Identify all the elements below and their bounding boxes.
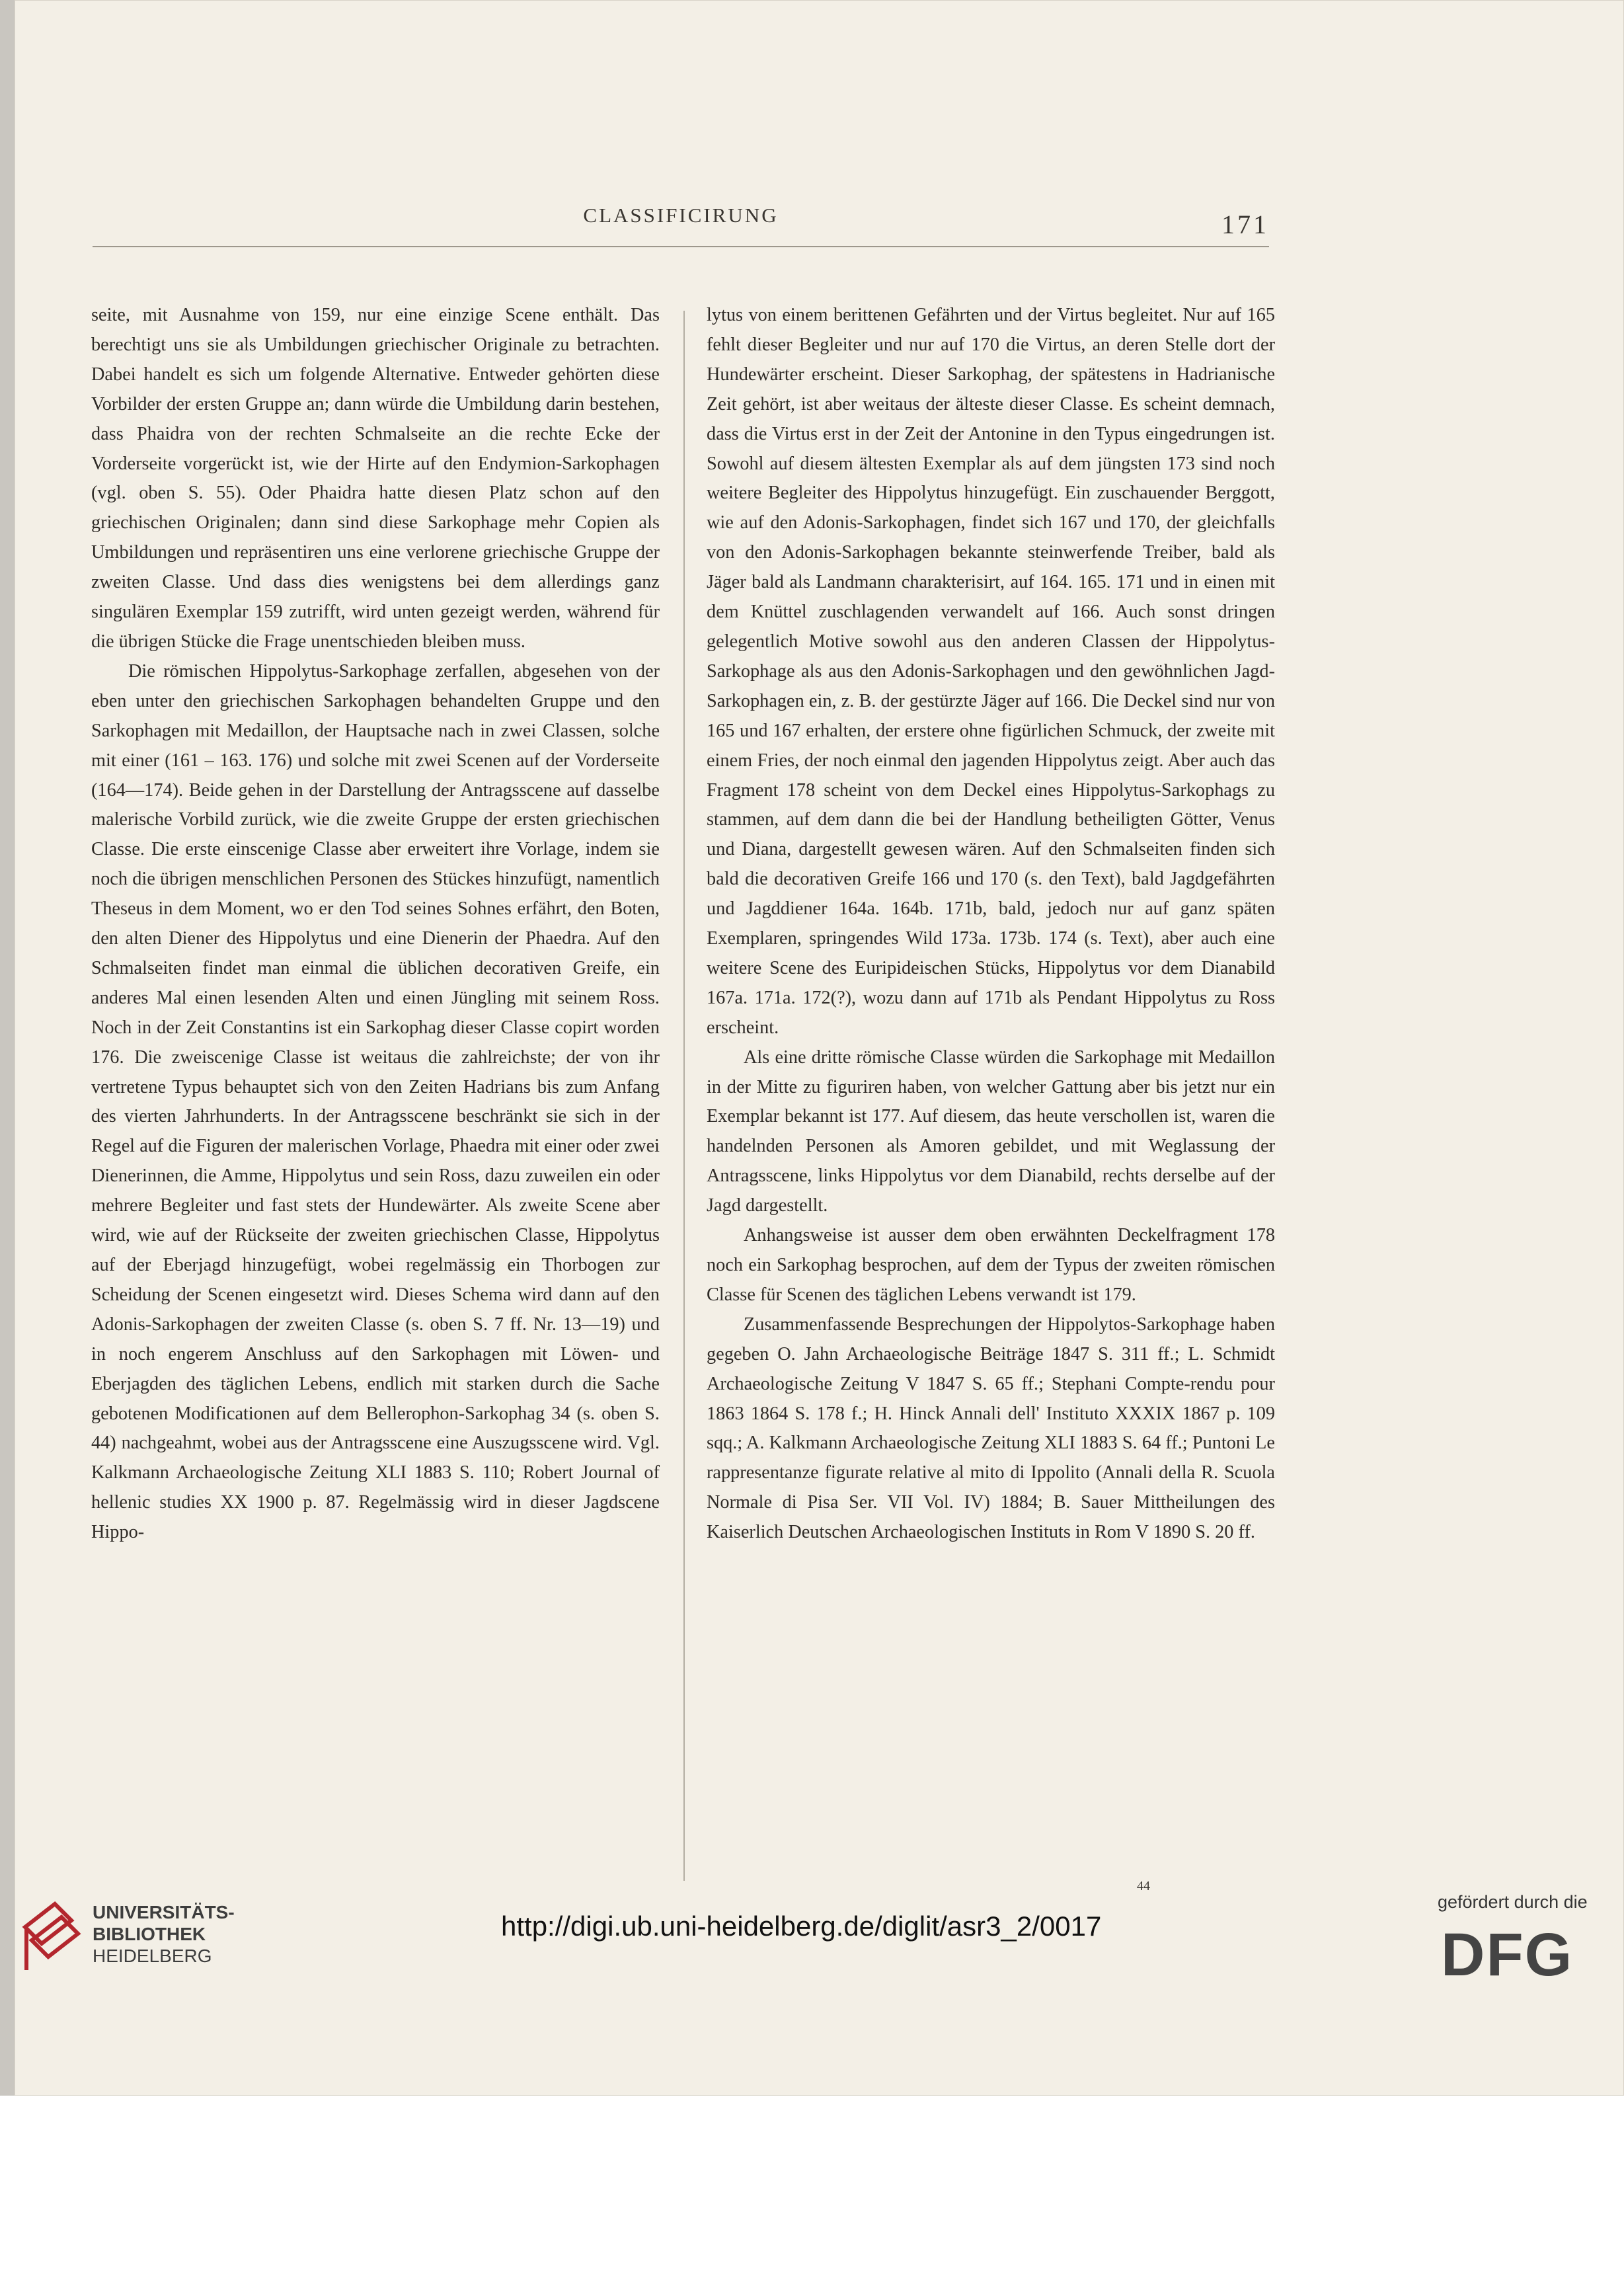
signature-mark: 44 [1137, 1879, 1150, 1893]
header-rule [93, 246, 1269, 247]
library-logo-icon [19, 1901, 85, 1973]
page-number: 171 [1221, 210, 1269, 239]
running-title: CLASSIFICIRUNG [583, 204, 779, 227]
source-url-link[interactable]: http://digi.ub.uni-heidelberg.de/diglit/asr3_2/0017 [501, 1911, 1102, 1942]
running-header [93, 204, 1269, 250]
footer-bar [0, 2096, 1624, 2290]
right-column [707, 301, 1275, 1548]
paragraph: lytus von einem berittenen Gefährten und der Virtus begleitet. Nur auf 165 fehlt dieser Begleiter und nur auf 170 die Virtus, an deren Stelle dort der Hundewärter erscheint. Dieser Sarkophag, der spätestens in Hadrianische Zeit gehört, ist aber weitaus der älteste dieser Classe. Es scheint demnach, dass die Virtus erst in der Zeit der Antonine in den Typus eingedrungen ist. Sowohl auf diesem ältesten Exemplar als auf dem jüngsten 173 sind noch weitere Begleiter des Hippolytus hinzugefügt. Ein zuschauender Berggott, wie auf den Adonis-Sarkophagen, findet sich 167 und 170, der gleichfalls von den Adonis-Sarkophagen bekannte steinwerfende Treiber, bald als Jäger bald als Landmann charakterisirt, auf 164. 165. 171 und in einen mit dem Knüttel zuschlagenden verwandelt auf 166. Auch sonst dringen gelegentlich Motive sowohl aus den anderen Classen der Hippolytus-Sarkophage als aus den Adonis-Sarkophagen und den gewöhnlichen Jagd-Sarkophagen ein, z. B. der gestürzte Jäger auf 166. Die Deckel sind nur von 165 und 167 erhalten, der erstere ohne figürlichen Schmuck, der zweite mit einem Fries, der noch einmal den jagenden Hippolytus zeigt. Aber auch das Fragment 178 scheint von dem Deckel eines Hippolytus-Sarkophags zu stammen, auf dem dann die bei der Handlung betheiligten Götter, Venus und Diana, dargestellt gewesen wären. Auf den Schmalseiten finden sich bald die decorativen Greife 166 und 170 (s. den Text), bald Jagdgefährten und Jagddiener 164a. 164b. 171b, bald, jedoch nur auf ganz späten Exemplaren, springendes Wild 173a. 173b. 174 (s. Text), aber auch eine weitere Scene des Euripideischen Stücks, Hippolytus vor dem Dianabild 167a. 171a. 172(?), wozu dann auf 171b als Pendant Hippolytus zu Ross erscheint. [707, 305, 1275, 1038]
dfg-logo: DFG [1441, 1921, 1574, 1989]
library-name-line3: HEIDELBERG [93, 1946, 212, 1966]
column-divider [683, 311, 685, 1881]
paragraph: Die römischen Hippolytus-Sarkophage zerfallen, abgesehen von der eben unter den griechischen Sarkophagen behandelten Gruppe und den Sarkophagen mit Medaillon, der Hauptsache nach in zwei Classen, solche mit einer (161 – 163. 176) und solche mit zwei Scenen auf der Vorderseite (164—174). Beide gehen in der Darstellung der Antragsscene auf dasselbe malerische Vorbild zurück, wie die zweite Gruppe der ersten griechischen Classe. Die erste einscenige Classe aber erweitert ihre Vorlage, indem sie noch die übrigen menschlichen Personen des Stückes hinzufügt, namentlich Theseus in dem Moment, wo er den Tod seines Sohnes erfährt, den Boten, den alten Diener des Hippolytus und eine Dienerin der Phaedra. Auf den Schmalseiten findet man einmal die üblichen decorativen Greife, ein anderes Mal einen lesenden Alten und einen Jüngling mit seinem Ross. Noch in der Zeit Constantins ist ein Sarkophag dieser Classe copirt worden 176. Die zweiscenige Classe ist weitaus die zahlreichste; der von ihr vertretene Typus behauptet sich von den Zeiten Hadrians bis zum Anfang des vierten Jahrhunderts. In der Antragsscene beschränkt sie sich in der Regel auf die Figuren der malerischen Vorlage, Phaedra mit einer oder zwei Dienerinnen, die Amme, Hippolytus und sein Ross, dazu zuweilen ein oder mehrere Begleiter und fast stets der Hundewärter. Als zweite Scene aber wird, wie auf der Rückseite der zweiten griechischen Classe, Hippolytus auf der Eberjagd hinzugefügt, wobei regelmässig ein Thorbogen zur Scheidung der Scenen eingesetzt wird. Dieses Schema wird dann auf den Adonis-Sarkophagen der zweiten Classe (s. oben S. 7 ff. Nr. 13—19) und in noch engerem Anschluss auf den Sarkophagen mit Löwen- und Eberjagden des täglichen Lebens, endlich mit starken durch die Sache gebotenen Modificationen auf dem Bellerophon-Sarkophag 34 (s. oben S. 44) nachgeahmt, wobei aus der Antragsscene eine Auszugsscene wird. Vgl. Kalkmann Archaeologische Zeitung XLI 1883 S. 110; Robert Journal of hellenic studies XX 1900 p. 87. Regelmässig wird in dieser Jagdscene Hippo- [91, 660, 660, 1543]
funding-note: gefördert durch die [1438, 1892, 1588, 1912]
left-column [91, 301, 660, 1548]
paragraph: Anhangsweise ist ausser dem oben erwähnten Deckelfragment 178 noch ein Sarkophag besprochen, auf dem der Typus der zweiten römischen Classe für Scenen des täglichen Lebens verwandt ist 179. [707, 1225, 1275, 1305]
library-name-line2: BIBLIOTHEK [93, 1924, 206, 1944]
paragraph: Als eine dritte römische Classe würden die Sarkophage mit Medaillon in der Mitte zu figuriren haben, von welcher Gattung aber bis jetzt nur ein Exemplar bekannt ist 177. Auf diesem, das heute verschollen ist, waren die handelnden Personen als Amoren gebildet, und mit Weglassung der Antragsscene, links Hippolytus vor dem Dianabild, rechts derselbe auf der Jagd dargestellt. [707, 1046, 1275, 1216]
paragraph: seite, mit Ausnahme von 159, nur eine einzige Scene enthält. Das berechtigt uns sie als Umbildungen griechischer Originale zu betrachten. Dabei handelt es sich um folgende Alternative. Entweder gehörten diese Vorbilder der ersten Gruppe an; dann würde die Umbildung darin bestehen, dass Phaidra von der rechten Schmalseite an die rechte Ecke der Vorderseite vorgerückt ist, wie der Hirte auf den Endymion-Sarkophagen (vgl. oben S. 55). Oder Phaidra hatte diesen Platz schon auf den griechischen Originalen; dann sind diese Sarkophage mehr Copien als Umbildungen und repräsentiren uns eine verlorene griechische Gruppe der zweiten Classe. Und dass dies wenigstens bei dem allerdings ganz singulären Exemplar 159 zutrifft, wird unten gezeigt werden, während für die übrigen Stücke die Frage unentschieden bleiben muss. [91, 305, 660, 652]
library-name-line1: UNIVERSITÄTS- [93, 1902, 235, 1922]
paragraph: Zusammenfassende Besprechungen der Hippolytos-Sarkophage haben gegeben O. Jahn Archaeologische Beiträge 1847 S. 311 ff.; L. Schmidt Archaeologische Zeitung V 1847 S. 65 ff.; Stephani Compte-rendu pour 1863 1864 S. 178 f.; H. Hinck Annali dell' Instituto XXXIX 1867 p. 109 sqq.; A. Kalkmann Archaeologische Zeitung XLI 1883 S. 64 ff.; Puntoni Le rappresentanze figurate relative al mito di Ippolito (Annali della R. Scuola Normale di Pisa Ser. VII Vol. IV) 1884; B. Sauer Mittheilungen des Kaiserlich Deutschen Archaeologischen Instituts in Rom V 1890 S. 20 ff. [707, 1314, 1275, 1543]
